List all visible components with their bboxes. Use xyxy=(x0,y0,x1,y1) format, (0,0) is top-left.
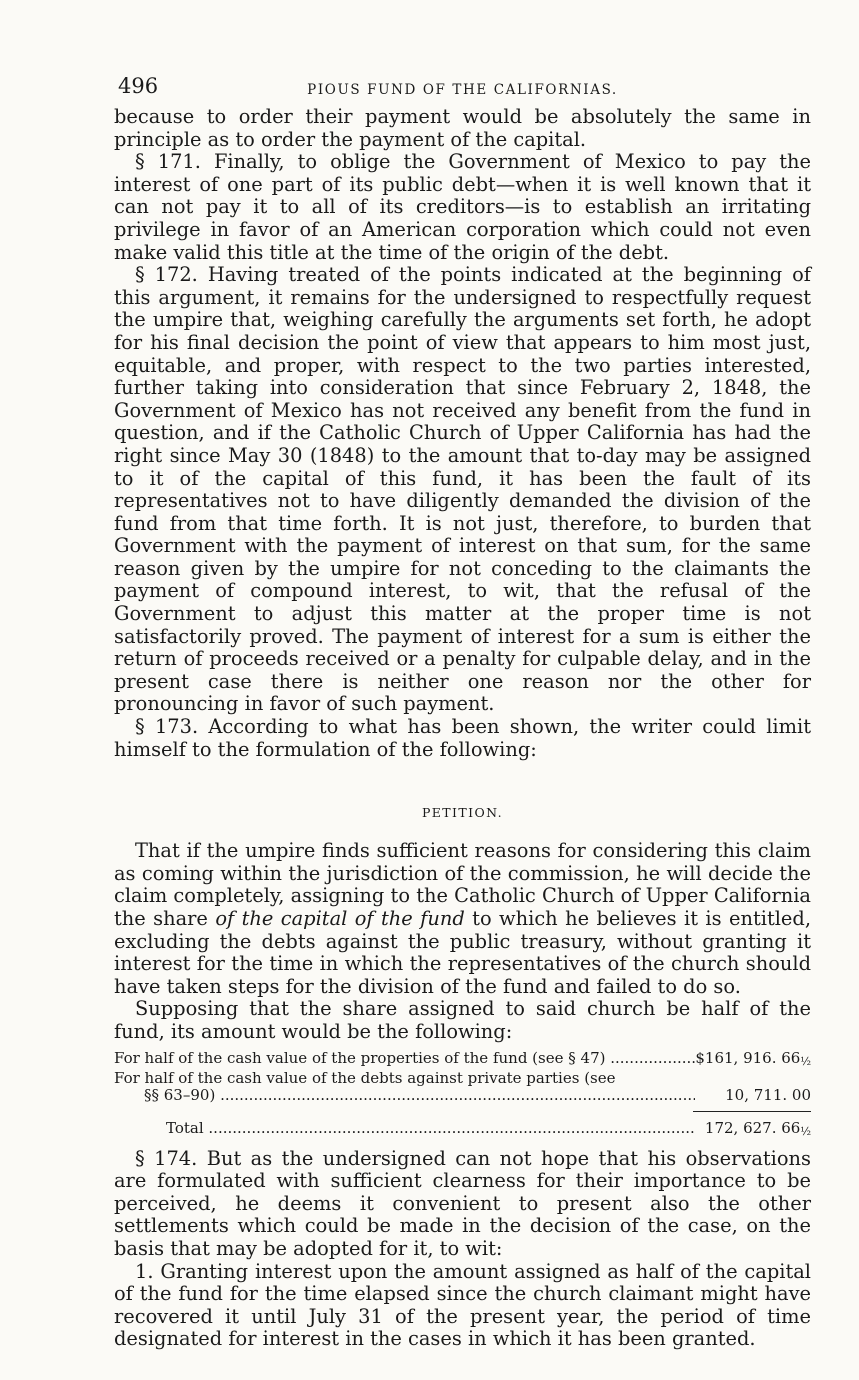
page-header xyxy=(114,72,811,106)
paragraph-item-1: 1. Granting interest upon the amount assigned as half of the capital of the fund for the time elapsed since the church claimant might have recovered it until July 31 of the present year, the period of time designated for interest in the cases in which it has been granted. xyxy=(114,1259,811,1351)
petition-text-start: That if the umpire finds sufficient reasons for considering this claim as coming within the jurisdiction of the commission, he will decide the claim completely, assigning to the Catholic Church of Upper California the share xyxy=(114,839,811,930)
running-head: PIOUS FUND OF THE CALIFORNIAS. xyxy=(307,82,618,98)
account-label: For half of the cash value of the debts against private parties (see xyxy=(114,1069,616,1087)
fraction: ½ xyxy=(800,1054,811,1068)
page-number: 496 xyxy=(118,74,159,98)
paragraph-171: § 171. Finally, to oblige the Government of Mexico to pay the interest of one part of its public debt—when it is well known that it can not pay it to all of its creditors—is to establish an irritating privilege in favor of an American corporation which could not even make valid this title at the time of the origin of the debt. xyxy=(114,150,811,264)
petition-paragraph xyxy=(114,840,811,998)
accounts-table xyxy=(114,1050,811,1140)
total-rule xyxy=(693,1111,811,1112)
account-amount: 10, 711. 00 xyxy=(725,1085,811,1104)
paragraph-173: § 173. According to what has been shown, the writer could limit himself to the formulation of the following: xyxy=(114,715,811,761)
supposing-paragraph: Supposing that the share assigned to said church be half of the fund, its amount would be the following: xyxy=(114,997,811,1043)
total-label: Total xyxy=(166,1119,204,1137)
account-label-continued: §§ 63–90) xyxy=(144,1086,216,1104)
document-page xyxy=(114,72,811,1351)
paragraph-174: § 174. But as the undersigned can not hope that his observations are formulated with sufficient clearness for their importance to be perceived, he deems it convenient to present also the other settlements which could be made in the decision of the case, on the basis that may be adopted for it, to wit: xyxy=(114,1146,811,1260)
total-amount: 172, 627. 66½ xyxy=(704,1118,811,1138)
petition-italic: of the capital of the fund xyxy=(215,907,465,930)
petition-text-end: to which he believes it is entitled, excluding the debts against the public treasury, without granting it interest for the time in which the representatives of the church should have taken steps for the division of the fund and failed to do so. xyxy=(114,907,811,998)
paragraph-172: § 172. Having treated of the points indicated at the beginning of this argument, it remains for the undersigned to respectfully request the umpire that, weighing carefully the arguments set forth, he adopt for his final decision the point of view that appears to him most just, equitable, and proper, with respect to the two parties interested, further taking into consideration that since February 2, 1848, the Government of Mexico has not received any benefit from the fund in question, and if the Catholic Church of Upper California has had the right since May 30 (1848) to the amount that to-day may be assigned to it of the capital of this fund, it has been the fault of its representatives not to have diligently demanded the division of the fund from that time forth. It is not just, therefore, to burden that Government with the payment of interest on that sum, for the same reason given by the umpire for not conceding to the claimants the payment of compound interest, to wit, that the refusal of the Government to adjust this matter at the proper time is not satisfactorily proved. The payment of interest for a sum is either the return of proceeds received or a penalty for culpable delay, and in the present case there is neither one reason nor the other for pronouncing in favor of such payment. xyxy=(114,263,811,716)
total-row xyxy=(114,1120,811,1140)
account-row xyxy=(114,1087,811,1104)
paragraph-continued: because to order their payment would be absolutely the same in principle as to order the payment of the capital. xyxy=(114,105,811,151)
account-amount: $161, 916. 66½ xyxy=(695,1048,811,1068)
account-row xyxy=(114,1050,811,1070)
account-label: For half of the cash value of the properties of the fund (see § 47) xyxy=(114,1049,606,1067)
account-row xyxy=(114,1070,811,1087)
fraction: ½ xyxy=(800,1124,811,1138)
petition-heading: PETITION. xyxy=(421,805,504,821)
